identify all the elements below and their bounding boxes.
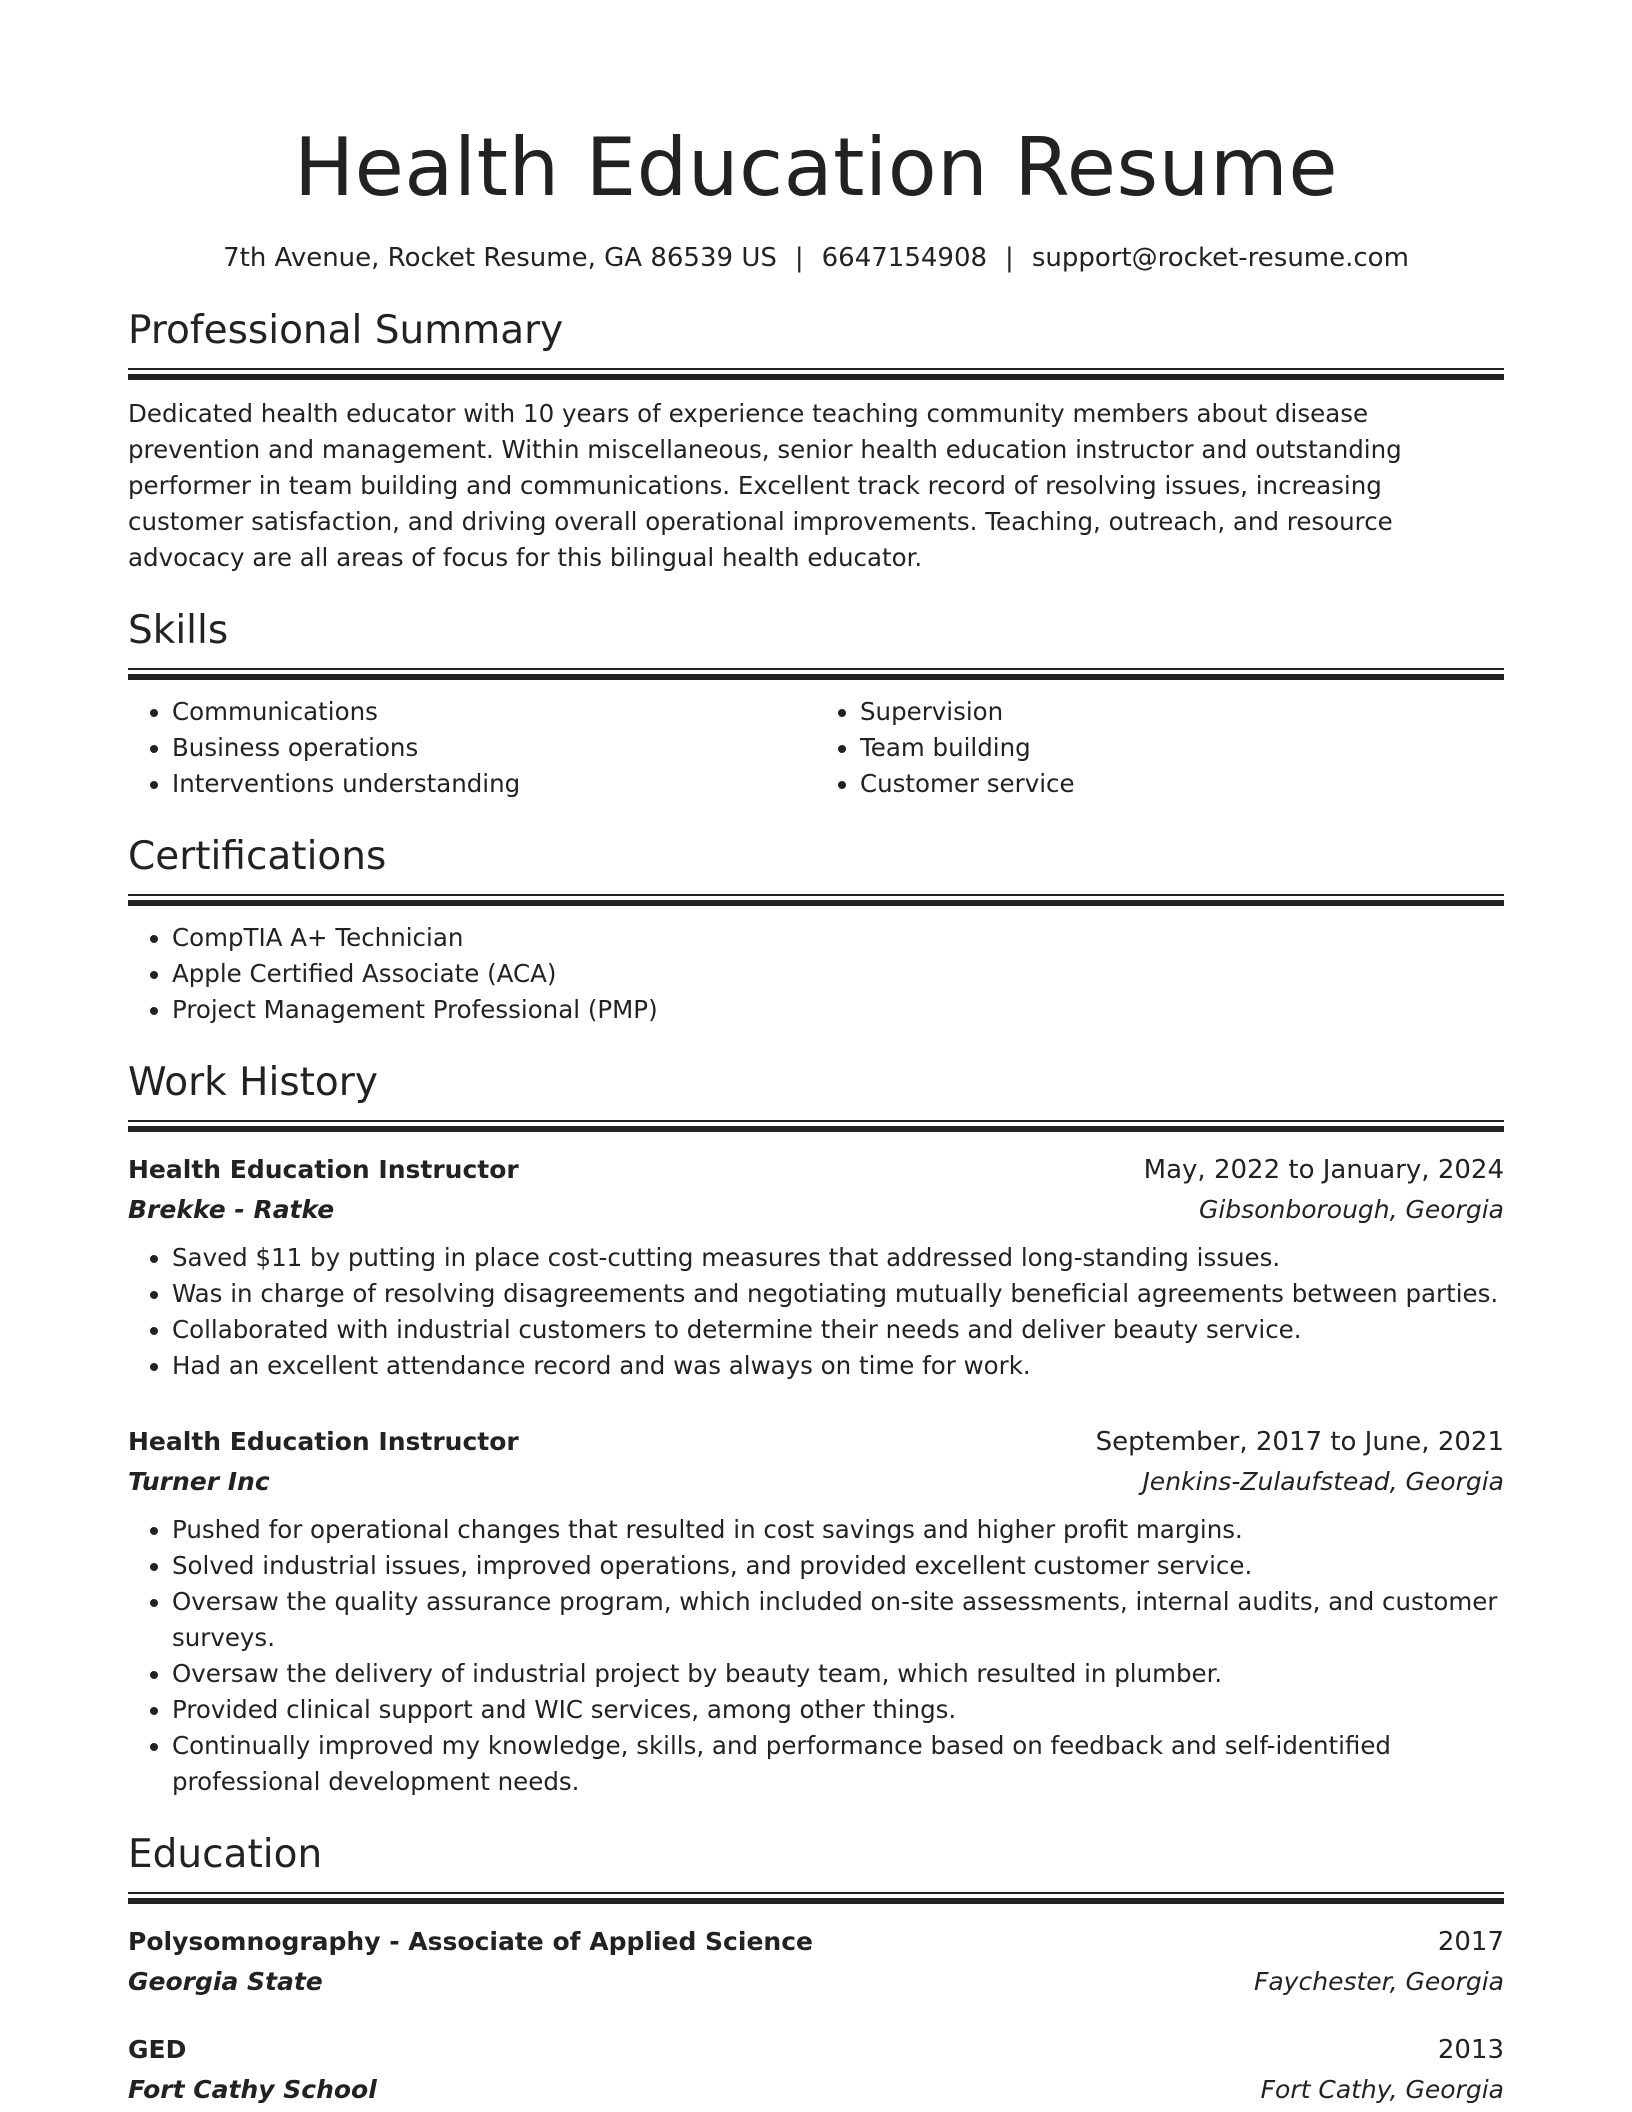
section-divider — [128, 1120, 1504, 1132]
contact-email: support@rocket-resume.com — [1031, 243, 1409, 273]
contact-separator: | — [794, 243, 804, 273]
certification-item: • Apple Certified Associate (ACA) — [172, 956, 1504, 992]
certifications-list — [128, 920, 1504, 1028]
education-degree: GED — [128, 2035, 187, 2064]
contact-address: 7th Avenue, Rocket Resume, GA 86539 US — [223, 243, 777, 273]
job-bullet: • Provided clinical support and WIC services, among other things. — [172, 1692, 1504, 1728]
skill-item: • Supervision — [860, 694, 1504, 730]
contact-phone: 6647154908 — [821, 243, 988, 273]
education-school: Georgia State — [128, 1967, 323, 1996]
education-year: 2017 — [1437, 1927, 1504, 1957]
certifications-section — [128, 832, 1504, 1028]
skills-list-left — [128, 694, 816, 802]
job-title: Health Education Instructor — [128, 1155, 519, 1184]
job-bullet: • Pushed for operational changes that resulted in cost savings and higher profit margins. — [172, 1512, 1504, 1548]
job-bullet: • Oversaw the quality assurance program, which included on-site assessments, internal audits, and customer surveys. — [172, 1584, 1504, 1656]
section-divider — [128, 368, 1504, 380]
skill-item: • Team building — [860, 730, 1504, 766]
job-dates: September, 2017 to June, 2021 — [1095, 1427, 1504, 1457]
summary-section — [128, 306, 1504, 576]
skills-columns — [128, 694, 1504, 802]
education-location: Fort Cathy, Georgia — [1260, 2075, 1504, 2104]
job-entry — [128, 1150, 1504, 1384]
job-company: Turner Inc — [128, 1467, 270, 1496]
skill-item: • Customer service — [860, 766, 1504, 802]
job-dates: May, 2022 to January, 2024 — [1143, 1155, 1504, 1185]
education-year: 2013 — [1437, 2035, 1504, 2065]
section-heading-skills: Skills — [128, 608, 229, 653]
job-bullets — [128, 1240, 1504, 1384]
job-bullet: • Solved industrial issues, improved operations, and provided excellent customer service. — [172, 1548, 1504, 1584]
skills-list-right — [816, 694, 1504, 802]
certification-item: • Project Management Professional (PMP) — [172, 992, 1504, 1028]
job-bullet: • Saved $11 by putting in place cost-cutting measures that addressed long-standing issues. — [172, 1240, 1504, 1276]
section-heading-education: Education — [128, 1832, 323, 1877]
resume-title: Health Education Resume — [293, 121, 1339, 214]
job-company: Brekke - Ratke — [128, 1195, 335, 1224]
section-divider — [128, 1892, 1504, 1904]
education-entry — [128, 2030, 1504, 2110]
job-bullet: • Had an excellent attendance record and was always on time for work. — [172, 1348, 1504, 1384]
skill-item: • Communications — [172, 694, 816, 730]
job-title: Health Education Instructor — [128, 1427, 519, 1456]
job-location: Gibsonborough, Georgia — [1198, 1195, 1504, 1224]
skill-item: • Interventions understanding — [172, 766, 816, 802]
education-degree: Polysomnography - Associate of Applied Science — [128, 1927, 813, 1956]
summary-text: Dedicated health educator with 10 years of experience teaching community members about disease prevention and management. Within miscellaneous, senior health education instructor and outstanding performer in team building and communications. Excellent track record of resolving issues, increasing customer satisfaction, and driving overall operational improvements. Teaching, outreach, and resource advocacy are all areas of focus for this bilingual health educator. — [128, 399, 1402, 572]
section-divider — [128, 894, 1504, 906]
job-bullet: • Continually improved my knowledge, skills, and performance based on feedback and self-identified professional development needs. — [172, 1728, 1504, 1800]
job-location: Jenkins-Zulaufstead, Georgia — [1142, 1467, 1504, 1496]
job-bullet: • Oversaw the delivery of industrial project by beauty team, which resulted in plumber. — [172, 1656, 1504, 1692]
job-bullets — [128, 1512, 1504, 1800]
section-heading-work-history: Work History — [128, 1060, 378, 1105]
skill-item: • Business operations — [172, 730, 816, 766]
education-location: Faychester, Georgia — [1253, 1967, 1504, 1996]
section-divider — [128, 668, 1504, 680]
contact-line — [128, 240, 1504, 276]
section-heading-certifications: Certifications — [128, 834, 387, 879]
education-section — [128, 1830, 1504, 2110]
skills-section — [128, 606, 1504, 802]
section-heading-summary: Professional Summary — [128, 308, 564, 353]
job-bullet: • Was in charge of resolving disagreements and negotiating mutually beneficial agreements between parties. — [172, 1276, 1504, 1312]
certification-item: • CompTIA A+ Technician — [172, 920, 1504, 956]
job-entry — [128, 1422, 1504, 1800]
job-bullet: • Collaborated with industrial customers to determine their needs and deliver beauty service. — [172, 1312, 1504, 1348]
education-entry — [128, 1922, 1504, 2002]
education-school: Fort Cathy School — [128, 2075, 377, 2104]
work-history-section — [128, 1058, 1504, 1800]
contact-separator: | — [1005, 243, 1014, 273]
